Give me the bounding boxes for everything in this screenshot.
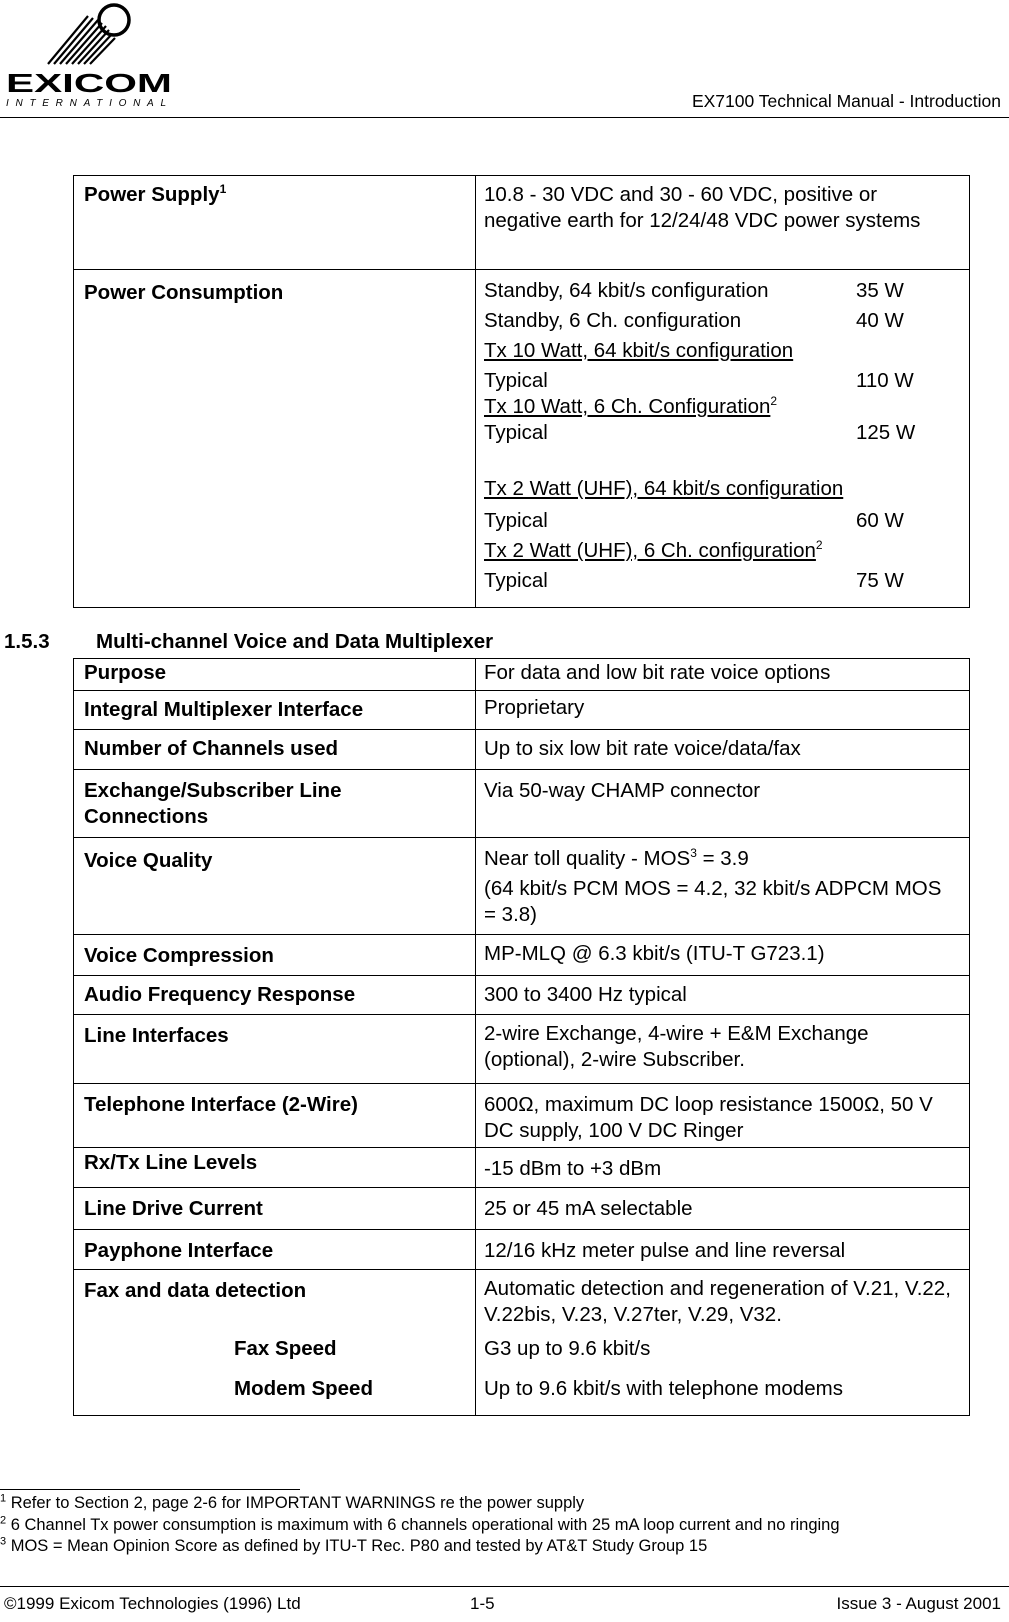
exicom-logo-mark (44, 2, 140, 66)
spec-label: Integral Multiplexer Interface (74, 691, 476, 730)
table-row (74, 691, 970, 730)
table-row (74, 1188, 970, 1230)
footnotes (0, 1493, 840, 1558)
table-row (74, 1084, 970, 1148)
spec-label: Line Interfaces (74, 1015, 476, 1084)
power-line: Standby, 6 Ch. configuration 40 W (484, 309, 904, 332)
table-row (74, 659, 970, 691)
spec-value: MP-MLQ @ 6.3 kbit/s (ITU-T G723.1) (476, 935, 970, 976)
spec-label: Payphone Interface (74, 1230, 476, 1270)
power-supply-value: 10.8 - 30 VDC and 30 - 60 VDC, positive or negative earth for 12/24/48 VDC power systems (476, 176, 970, 270)
footer-page-number: 1-5 (470, 1594, 495, 1613)
power-line: Tx 10 Watt, 64 kbit/s configuration (484, 339, 794, 362)
spec-value: For data and low bit rate voice options (476, 659, 970, 691)
spec-label: Fax and data detection Fax Speed Modem Speed (74, 1270, 476, 1416)
spec-label: Audio Frequency Response (74, 976, 476, 1015)
power-line: Tx 2 Watt (UHF), 64 kbit/s configuration (484, 477, 844, 500)
power-line: Standby, 64 kbit/s configuration 35 W (484, 279, 904, 302)
table-row (74, 730, 970, 770)
multiplexer-spec-table (73, 658, 970, 1416)
spec-value: 300 to 3400 Hz typical (476, 976, 970, 1015)
footnote: $^3$ MOS = Mean Opinion Score as defined by ITU-T Rec. P80 and tested by AT&T Study Group 15 (0, 1535, 708, 1555)
table-row (74, 1230, 970, 1270)
modem-speed-value: Up to 9.6 kbit/s with telephone modems (484, 1377, 843, 1400)
table-row (74, 976, 970, 1015)
spec-label: Voice Compression (74, 935, 476, 976)
spec-label: Line Drive Current (74, 1188, 476, 1230)
spec-label: Rx/Tx Line Levels (74, 1148, 476, 1188)
footnote: $^1$ Refer to Section 2, page 2-6 for IMPORTANT WARNINGS re the power supply (0, 1492, 585, 1512)
spec-value: 600Ω, maximum DC loop resistance 1500Ω, 50 V DC supply, 100 V DC Ringer (476, 1084, 970, 1148)
section-number: 1.5.3 (4, 630, 50, 653)
fax-speed-value: G3 up to 9.6 kbit/s (484, 1337, 651, 1360)
power-line: Typical 125 W (484, 421, 916, 444)
header-divider (0, 117, 1009, 118)
logo-text: EXICOM (6, 68, 172, 98)
logo-subtext: INTERNATIONAL (6, 98, 166, 108)
footer-divider (0, 1586, 1009, 1587)
table-row (74, 1148, 970, 1188)
power-line: Typical 110 W (484, 369, 914, 392)
spec-label: Telephone Interface (2-Wire) (74, 1084, 476, 1148)
power-consumption-value (476, 270, 970, 608)
power-line: Typical 75 W (484, 569, 904, 592)
power-line: Tx 10 Watt, 6 Ch. Configuration$^2$ (484, 394, 778, 418)
spec-value: Via 50-way CHAMP connector (476, 770, 970, 838)
spec-label: Exchange/Subscriber Line Connections (74, 770, 476, 838)
footer-copyright: ©1999 Exicom Technologies (1996) Ltd (4, 1594, 301, 1613)
table-row (74, 935, 970, 976)
modem-speed-label: Modem Speed (234, 1377, 373, 1400)
spec-value: -15 dBm to +3 dBm (476, 1148, 970, 1188)
section-title: Multi-channel Voice and Data Multiplexer (96, 630, 494, 653)
spec-label: Number of Channels used (74, 730, 476, 770)
spec-value: 2-wire Exchange, 4-wire + E&M Exchange (optional), 2-wire Subscriber. (476, 1015, 970, 1084)
spec-value: Up to six low bit rate voice/data/fax (476, 730, 970, 770)
footnote: $^2$ 6 Channel Tx power consumption is maximum with 6 channels operational with 25 mA loop current and no ringing (0, 1514, 840, 1534)
power-line: Tx 2 Watt (UHF), 6 Ch. configuration$^2$ (484, 538, 823, 562)
table-row (74, 1015, 970, 1084)
table-row (74, 770, 970, 838)
spec-label: Purpose (74, 659, 476, 691)
spec-value: Proprietary (476, 691, 970, 730)
spec-value: 12/16 kHz meter pulse and line reversal (476, 1230, 970, 1270)
table-row (74, 270, 970, 608)
footnote-divider (0, 1489, 300, 1490)
fax-speed-label: Fax Speed (234, 1337, 337, 1360)
power-spec-table (73, 175, 970, 608)
table-row (74, 838, 970, 935)
spec-value: Automatic detection and regeneration of V.21, V.22, V.22bis, V.23, V.27ter, V.29, V32. G3 up to 9.6 kbit/s Up to 9.6 kbit/s with telephone modems (476, 1270, 970, 1416)
power-supply-label: Power Supply$^1$ (74, 176, 476, 270)
power-consumption-label: Power Consumption (74, 270, 476, 608)
table-row (74, 176, 970, 270)
exicom-logo-wordmark (4, 66, 176, 108)
section-heading (4, 630, 493, 654)
spec-value: 25 or 45 mA selectable (476, 1188, 970, 1230)
spec-value: Near toll quality - $MOS^3 = 3.9$ (64 kbit/s PCM MOS = 4.2, 32 kbit/s ADPCM MOS = 3.8) (476, 838, 970, 935)
power-line: Typical 60 W (484, 509, 904, 532)
table-row (74, 1270, 970, 1416)
footer-issue: Issue 3 - August 2001 (836, 1594, 1001, 1613)
spec-label: Voice Quality (74, 838, 476, 935)
header-title: EX7100 Technical Manual - Introduction (691, 91, 1001, 111)
